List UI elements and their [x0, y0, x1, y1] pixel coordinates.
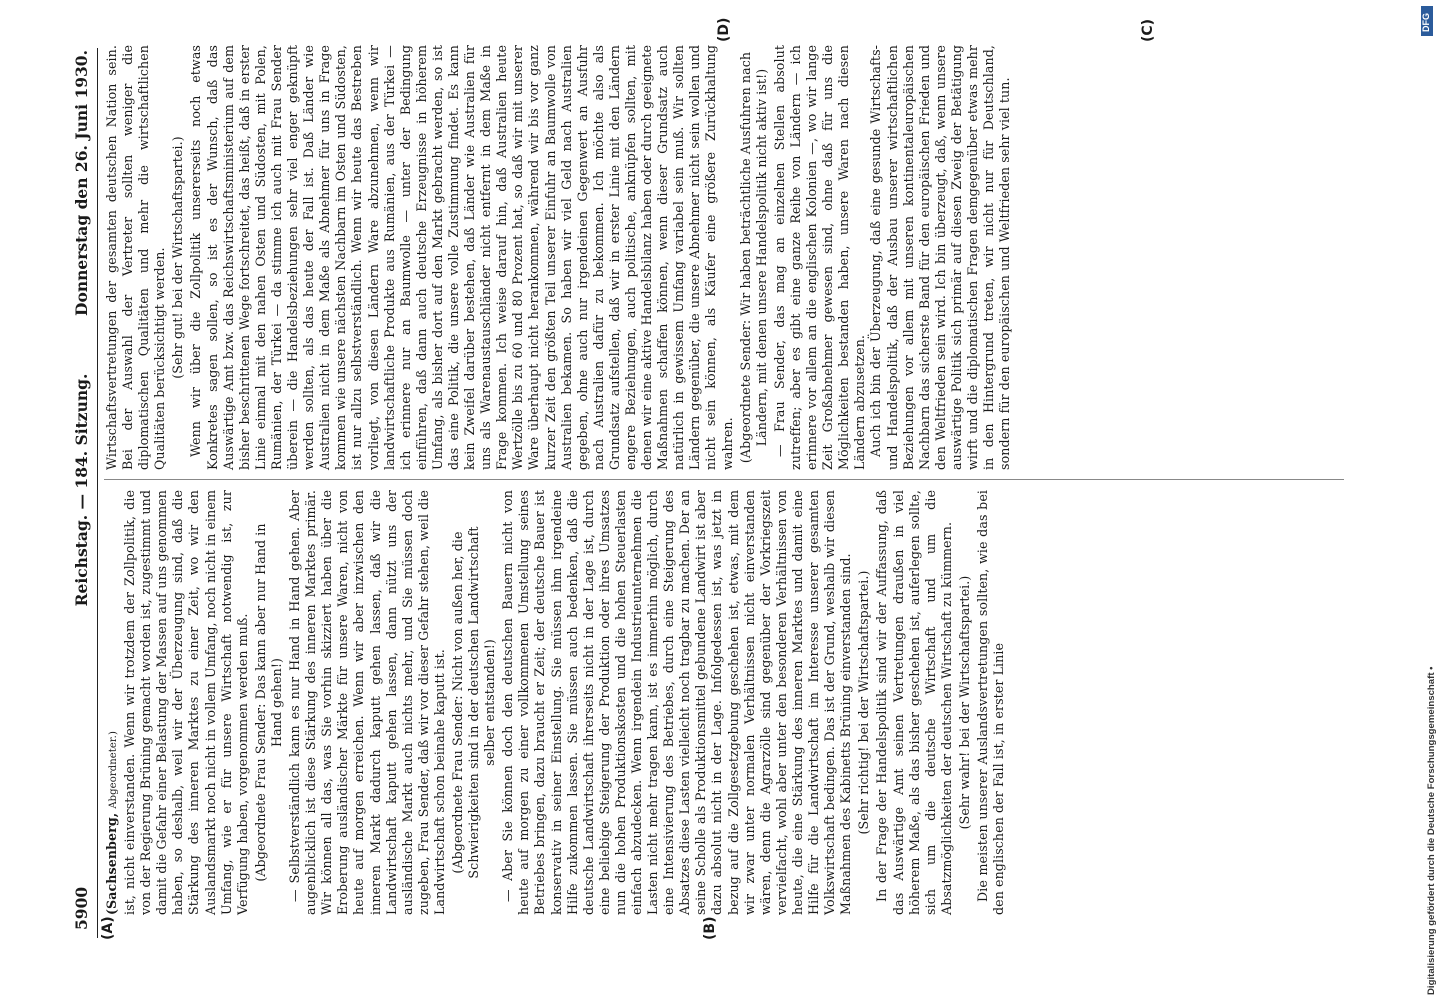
session-title: Reichstag. — 184. Sitzung.: [72, 373, 91, 607]
column-divider: [104, 479, 1344, 480]
paragraph: — Aber Sie können doch den deutschen Bauern nicht von heute auf morgen zu einer vollkommenen Umstellung seines Betriebes bringen, dazu braucht er Zeit; der deutsche Bauer ist konservativ in seiner Einstellung. Sie müssen ihm irgendeine Hilfe zukommen lassen. Sie müssen auch bedenken, daß die deutsche Landwirtschaft ihrerseits nicht in der Lage ist, durch eine beliebige Steigerung der Produktion oder ihres Umsatzes nun die hohen Produktionskosten und die hohen Steuerlasten einfach abzudecken. Wenn irgendein Industrieunternehmen die Lasten nicht mehr tragen kann, ist es immerhin möglich, durch eine Intensivierung des Betriebes, durch eine Steigerung des Absatzes diese Lasten vielleicht noch tragbar zu machen. Der an seine Scholle als Produktionsmittel gebundene Landwirt ist aber dazu absolut nicht in der Lage. Infolgedessen ist, was jetzt in bezug auf die Zollgesetzgebung geschehen ist, etwas, mit dem wir zwar unter normalen Verhältnissen nicht einverstanden wären, denn die Agrarzölle sind gegenüber der Vorkriegszeit vervielfacht, wohl aber unter den besonderen Verhältnissen von heute, die eine Stärkung des inneren Marktes und damit eine Hilfe für die Landwirtschaft im Interesse unserer gesamten Volkswirtschaft bedingen. Das ist der Grund, weshalb wir diesen Maßnahmen des Kabinetts Brüning einverstanden sind.: [500, 490, 854, 915]
margin-marker-b: (B): [702, 916, 718, 940]
paragraph: Wenn wir über die Zollpolitik unsererseits noch etwas Konkretes sagen sollen, so ist es der Wunsch, daß das Auswärtige Amt bzw. das Reichswirtschaftsministerium auf dem bisher beschrittenen Wege fortschreitet, das heißt, daß in erster Linie einmal mit den nahen Osten und Südosten, mit Polen, Rumänien, der Türkei — da stimme ich auch mit Frau Sender überein — die Handelsbeziehungen sehr viel enger geknüpft werden sollten, als das heute der Fall ist. Daß Länder wie Australien nicht in dem Maße als Abnehmer für uns in Frage kommen wie unsere nächsten Nachbarn im Osten und Südosten, ist nur allzu selbstverständlich. Wenn wir heute das Bestreben vorliegt, von diesen Ländern Ware abzunehmen, wenn wir landwirtschaftliche Produkte aus Rumänien, aus der Türkei — ich erinnere nur an Baumwolle — unter der Bedingung einführen, daß dann auch deutsche Erzeugnisse in höherem Umfang, als bisher dort auf den Markt gebracht werden, so ist das eine Politik, die unsere volle Zustimmung findet. Es kann kein Zweifel darüber bestehen, daß Länder wie Australien für uns als Warenaustauschländer nicht entfernt in dem Maße in Frage kommen. Ich weise darauf hin, daß Australien heute Wertzölle bis zu 60 und 80 Prozent hat, so daß wir mit unserer Ware überhaupt nicht herankommen, während wir bis vor ganz kurzer Zeit den größten Teil unserer Einfuhr an Baumwolle von Australien bekamen. So haben wir viel Geld nach Australien gegeben, ohne auch nur irgendeinen Gegenwert an Ausfuhr nach Australien dafür zu bekommen. Ich möchte also als Grundsatz aufstellen, daß wir in erster Linie mit den Ländern engere Beziehungen, auch politische, anknüpfen sollten, mit denen wir eine aktive Handelsbilanz haben oder durch geeignete Maßnahmen schaffen können, wenn dieser Grundsatz auch natürlich in gewissem Umfang variabel sein muß. Wir sollten Ländern gegenüber, die unsere Abnehmer nicht sein wollen und nicht sein können, als Käufer eine größere Zurückhaltung wahren.: [188, 45, 735, 470]
interjection: (Sehr gut! bei der Wirtschaftspartei.): [170, 136, 186, 379]
dfg-logo-text: DFG: [1421, 13, 1431, 32]
paragraph: Auch ich bin der Überzeugung, daß eine gesunde Wirtschafts- und Handelspolitik, daß der Ausbau unserer wirtschaftlichen Beziehungen vor allem mit unseren kontinentaleuropäischen Nachbarn das sicherste Band für den europäischen Frieden und den Weltfrieden sein wird. Ich bin überzeugt, daß, wenn unsere auswärtige Politik sich primär auf diesen Zweig der Betätigung wirft und die diplomatischen Fragen demgegenüber etwas mehr in den Hintergrund treten, wir nicht nur für Deutschland, sondern für den europäischen und Weltfrieden sehr viel tun.: [868, 45, 1013, 470]
paragraph: — Frau Sender, das mag an einzelnen Stellen absolut zutreffen; aber es gibt eine ganze Reihe von Ländern — ich erinnere vor allem an die englischen Kolonien —, wo wir lange Zeit Großabnehmer gewesen sind, ohne daß für uns die Möglichkeiten bestanden haben, unsere Waren nach diesen Ländern abzusetzen.: [771, 45, 868, 470]
paragraph: ist, nicht einverstanden. Wenn wir trotzdem der Zollpolitik, die von der Regierung Brüning gemacht worden ist, zugestimmt und damit die Gefahr einer Belastung der Massen auf uns genommen haben, so deshalb, weil wir der Überzeugung sind, daß die Stärkung des inneren Marktes zu einer Zeit, wo wir den Auslandsmarkt noch nicht in vollem Umfang, noch nicht in einem Umfang, wie er für unsere Wirtschaft notwendig ist, zur Verfügung haben, vorgenommen werden muß.: [122, 490, 250, 915]
page-number: 5900: [72, 886, 91, 930]
speaker-name: (Sachsenberg,: [104, 812, 119, 915]
margin-marker-c: (C): [1140, 18, 1156, 42]
header-rule: [97, 48, 98, 938]
paragraph: Wirtschaftsvertretungen der gesamten deutschen Nation sein. Bei der Auswahl der Vertreter sollten weniger die diplomatischen Qualitäten und mehr die wirtschaftlichen Qualitäten berücksichtigt werden.: [104, 45, 168, 470]
paragraph: Die meisten unserer Auslandsvertretungen sollten, wie das bei den englischen der Fall ist, in erster Linie: [974, 490, 1007, 915]
speaker-role: Abgeordneter.): [108, 731, 119, 809]
interjection: (Sehr wahr! bei der Wirtschaftspartei.): [956, 575, 972, 830]
digitization-note: Digitalisierung gefördert durch die Deutsche Forschungsgemeinschaft •: [1426, 666, 1437, 995]
right-column: [104, 45, 1013, 470]
session-date: Donnerstag den 26. Juni 1930.: [72, 50, 91, 316]
interjection: (Sehr richtig! bei der Wirtschaftspartei.): [856, 570, 872, 835]
interjection: (Abgeordnete Frau Sender: Das kann aber nur Hand in Hand gehen!): [252, 523, 284, 882]
interjection: (Abgeordnete Frau Sender: Nicht von außen her, die Schwierigkeiten sind in der deutschen Landwirtschaft selber entstanden!): [449, 526, 498, 879]
interjection: (Abgeordnete Sender: Wir haben beträchtliche Ausfuhren nach Ländern, mit denen unsere Handelspolitik nicht aktiv ist!): [737, 51, 769, 464]
page-header: [68, 50, 98, 930]
margin-marker-d: (D): [716, 17, 732, 42]
dfg-logo: [1421, 6, 1433, 36]
left-column: [104, 490, 1007, 915]
margin-marker-a: (A): [100, 916, 116, 940]
paragraph: — Selbstverständlich kann es nur Hand in Hand gehen. Aber augenblicklich ist diese Stärkung des inneren Marktes primär. Wir können all das, was Sie vorhin skizziert haben über die Eroberung ausländischer Märkte für unsere Waren, nicht von heute auf morgen erreichen. Wenn wir aber inzwischen den inneren Markt dadurch kaputt gehen lassen, daß wir die Landwirtschaft kaputt gehen lassen, dann nützt uns der ausländische Markt auch nichts mehr, und Sie müssen doch zugeben, Frau Sender, daß wir vor dieser Gefahr stehen, weil die Landwirtschaft schon beinahe kaputt ist.: [287, 490, 447, 915]
paragraph: In der Frage der Handelspolitik sind wir der Auffassung, daß das Auswärtige Amt seinen Vertretungen draußen in viel höherem Maße, als das bisher geschehen ist, auferlegen sollte, sich um die deutsche Wirtschaft und um die Absatzmöglichkeiten der deutschen Wirtschaft zu kümmern.: [874, 490, 954, 915]
speaker-line: [104, 490, 122, 915]
